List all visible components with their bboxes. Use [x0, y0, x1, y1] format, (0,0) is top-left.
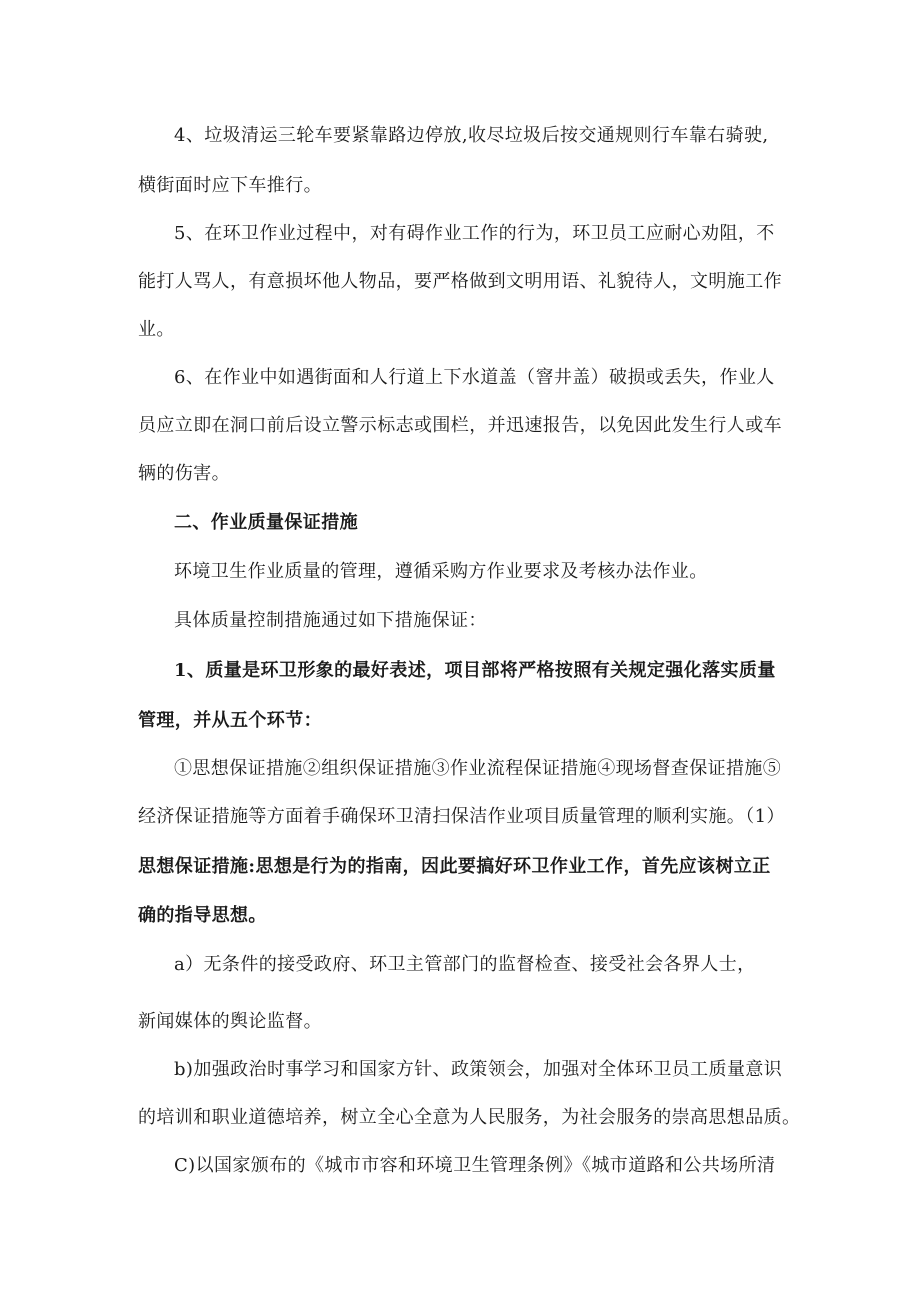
paragraph-6-line-2: 员应立即在洞口前后设立警示标志或围栏，并迅速报告，以免因此发生行人或车 — [138, 415, 782, 436]
item-c-line-1: C)以国家颁布的《城市市容和环境卫生管理条例》《城市道路和公共场所清 — [174, 1155, 776, 1176]
paragraph-4-line-2: 横街面时应下车推行。 — [138, 175, 322, 196]
paragraph-6-line-3: 辆的伤害。 — [138, 463, 230, 484]
paragraph-measures-line: 具体质量控制措施通过如下措施保证： — [174, 610, 487, 631]
paragraph-quality-line-2: 管理，并从五个环节： — [138, 710, 322, 731]
paragraph-five-links-line-1: ①思想保证措施②组织保证措施③作业流程保证措施④现场督查保证措施⑤ — [174, 758, 782, 779]
item-b-line-1: b)加强政治时事学习和国家方针、政策领会，加强对全体环卫员工质量意识 — [174, 1059, 783, 1080]
paragraph-five-links-line-2: 经济保证措施等方面着手确保环卫清扫保洁作业项目质量管理的顺利实施。（1） — [138, 806, 785, 827]
paragraph-4-line-1: 4、垃圾清运三轮车要紧靠路边停放,收尽垃圾后按交通规则行车靠右骑驶, — [174, 125, 769, 146]
paragraph-6-line-1: 6、在作业中如遇街面和人行道上下水道盖（窨井盖）破损或丢失，作业人 — [174, 367, 775, 388]
paragraph-5-line-3: 业。 — [138, 319, 175, 340]
section-heading: 二、作业质量保证措施 — [174, 512, 358, 533]
paragraph-5-line-2: 能打人骂人，有意损坏他人物品，要严格做到文明用语、礼貌待人，文明施工作 — [138, 271, 782, 292]
item-a-line-1: a）无条件的接受政府、环卫主管部门的监督检查、接受社会各界人士， — [174, 954, 756, 975]
paragraph-intro-line: 环境卫生作业质量的管理，遵循采购方作业要求及考核办法作业。 — [174, 561, 708, 582]
item-a-line-2: 新闻媒体的舆论监督。 — [138, 1011, 322, 1032]
paragraph-quality-line-1: 1、质量是环卫形象的最好表述，项目部将严格按照有关规定强化落实质量 — [174, 660, 776, 681]
paragraph-thought-line-1: 思想保证措施:思想是行为的指南，因此要搞好环卫作业工作，首先应该树立正 — [138, 856, 771, 877]
paragraph-thought-line-2: 确的指导思想。 — [138, 905, 267, 926]
item-b-line-2: 的培训和职业道德培养，树立全心全意为人民服务，为社会服务的崇高思想品质。 — [138, 1107, 801, 1128]
paragraph-5-line-1: 5、在环卫作业过程中，对有碍作业工作的行为，环卫员工应耐心劝阻，不 — [174, 223, 775, 244]
